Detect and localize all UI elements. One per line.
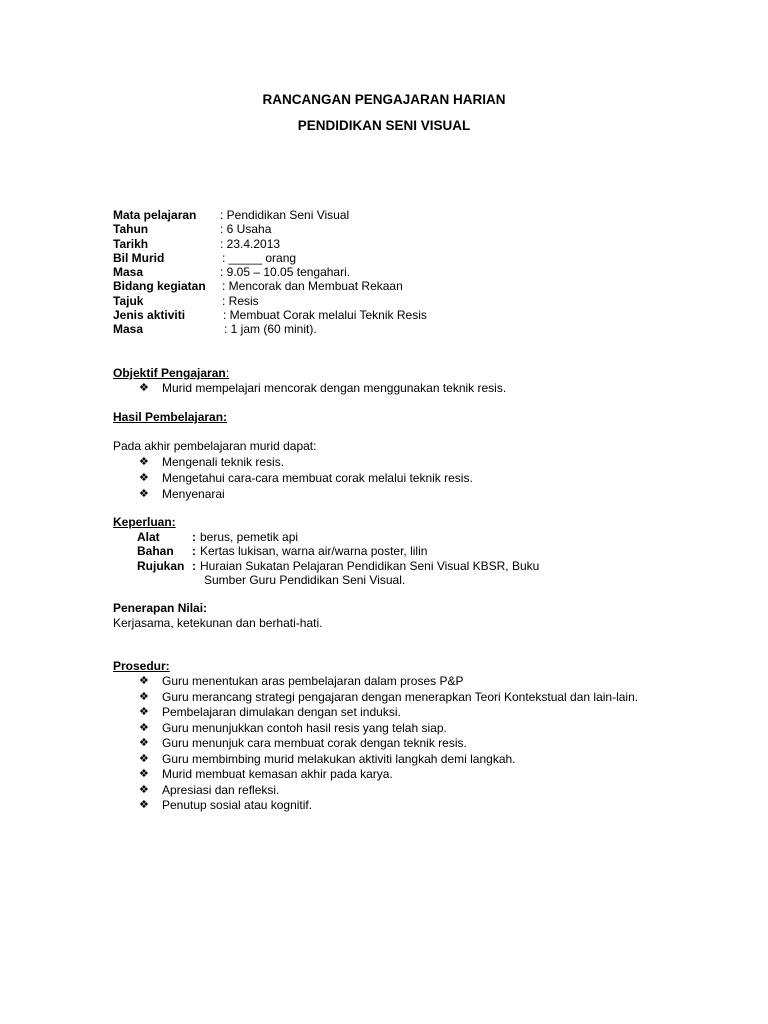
penerapan-heading: Penerapan Nilai: — [113, 601, 208, 615]
info-value: : Pendidikan Seni Visual — [220, 208, 350, 222]
info-label: Bidang kegiatan — [113, 279, 206, 294]
diamond-bullet-icon: ❖ — [139, 486, 149, 500]
list-item-text: Guru menunjukkan contoh hasil resis yang telah siap. — [162, 720, 447, 735]
hasil-heading: Hasil Pembelajaran: — [113, 410, 228, 424]
diamond-bullet-icon: ❖ — [139, 767, 149, 780]
diamond-bullet-icon: ❖ — [139, 705, 149, 718]
info-label: Masa — [113, 265, 144, 280]
keperluan-separator: : — [192, 544, 196, 559]
info-value: : 6 Usaha — [220, 222, 272, 237]
list-item — [139, 487, 473, 502]
info-label: Tarikh — [113, 236, 149, 251]
objektif-heading-text: Objektif Pengajaran — [113, 366, 226, 380]
list-item — [139, 455, 473, 470]
info-value: : Mencorak dan Membuat Rekaan — [222, 279, 403, 294]
info-label: Masa — [113, 322, 144, 337]
info-value: : Membuat Corak melalui Teknik Resis — [223, 308, 427, 323]
info-value: : Resis — [222, 293, 259, 308]
objektif-heading — [113, 366, 229, 381]
prosedur-list — [139, 674, 655, 814]
keperluan-value: Kertas lukisan, warna air/warna poster, lilin — [200, 544, 428, 559]
diamond-bullet-icon: ❖ — [139, 689, 149, 703]
list-item — [139, 471, 473, 486]
list-item-text: Murid mempelajari mencorak dengan menggunakan teknik resis. — [162, 381, 507, 395]
diamond-bullet-icon: ❖ — [139, 751, 149, 765]
info-label: Tahun — [113, 222, 149, 237]
keperluan-label: Alat — [137, 530, 160, 544]
keperluan-heading: Keperluan: — [113, 515, 176, 529]
list-item-text: Guru membimbing murid melakukan aktiviti langkah demi langkah. — [162, 751, 516, 766]
document-subtitle: PENDIDIKAN SENI VISUAL — [297, 118, 471, 133]
diamond-bullet-icon: ❖ — [139, 381, 149, 394]
diamond-bullet-icon: ❖ — [139, 470, 149, 484]
objektif-heading-colon: : — [225, 366, 230, 380]
info-label: Tajuk — [113, 293, 144, 308]
hasil-list — [139, 455, 473, 501]
list-item-text: Apresiasi dan refleksi. — [162, 782, 280, 797]
list-item-text: Guru menentukan aras pembelajaran dalam proses P&P — [162, 674, 464, 688]
info-label: Mata pelajaran — [113, 208, 197, 222]
keperluan-value: Huraian Sukatan Pelajaran Pendidikan Seni Visual KBSR, Buku — [200, 558, 540, 573]
document-title: RANCANGAN PENGAJARAN HARIAN — [262, 92, 506, 107]
diamond-bullet-icon: ❖ — [139, 720, 149, 734]
info-value: : 23.4.2013 — [220, 236, 281, 251]
info-label: Bil Murid — [113, 250, 165, 265]
list-item-text: Menyenarai — [162, 486, 225, 501]
list-item — [139, 705, 655, 720]
objektif-list — [139, 381, 506, 396]
list-item-text: Guru merancang strategi pengajaran dengan menerapkan Teori Kontekstual dan lain-lain. — [162, 689, 639, 704]
keperluan-label: Rujukan — [137, 558, 185, 573]
list-item-text: Penutup sosial atau kognitif. — [162, 798, 313, 812]
list-item — [139, 767, 655, 782]
keperluan-separator: : — [192, 558, 196, 573]
prosedur-heading: Prosedur: — [113, 659, 170, 673]
list-item — [139, 674, 655, 689]
info-label: Jenis aktiviti — [113, 308, 186, 323]
list-item — [139, 752, 655, 767]
penerapan-text: Kerjasama, ketekunan dan berhati-hati. — [113, 616, 323, 630]
list-item — [139, 721, 655, 736]
diamond-bullet-icon: ❖ — [139, 782, 149, 796]
list-item — [139, 798, 655, 813]
keperluan-label: Bahan — [137, 544, 174, 559]
hasil-intro: Pada akhir pembelajaran murid dapat: — [113, 439, 317, 453]
info-value: : 9.05 – 10.05 tengahari. — [220, 265, 351, 280]
list-item-text: Murid membuat kemasan akhir pada karya. — [162, 767, 393, 781]
list-item — [139, 381, 506, 396]
list-item-text: Guru menunjuk cara membuat corak dengan teknik resis. — [162, 736, 467, 750]
info-value: : _____ orang — [222, 250, 297, 265]
diamond-bullet-icon: ❖ — [139, 455, 149, 468]
list-item — [139, 690, 655, 705]
keperluan-continuation: Sumber Guru Pendidikan Seni Visual. — [204, 572, 406, 587]
list-item — [139, 736, 655, 751]
list-item — [139, 783, 655, 798]
keperluan-value: berus, pemetik api — [200, 530, 299, 544]
list-item-text: Pembelajaran dimulakan dengan set induksi. — [162, 705, 401, 719]
info-value: : 1 jam (60 minit). — [224, 322, 317, 337]
diamond-bullet-icon: ❖ — [139, 674, 149, 687]
diamond-bullet-icon: ❖ — [139, 798, 149, 811]
keperluan-separator: : — [192, 530, 196, 544]
list-item-text: Mengenali teknik resis. — [162, 455, 285, 469]
list-item-text: Mengetahui cara-cara membuat corak melalui teknik resis. — [162, 470, 473, 485]
diamond-bullet-icon: ❖ — [139, 736, 149, 749]
